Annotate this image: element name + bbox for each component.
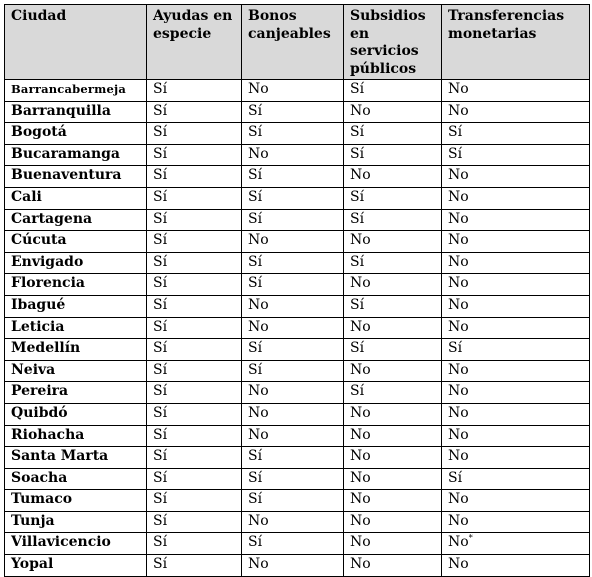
value-cell xyxy=(242,382,344,404)
value-cell xyxy=(344,231,442,253)
value-text: No xyxy=(448,81,469,97)
value-text: Sí xyxy=(153,188,168,205)
table-row xyxy=(5,274,590,296)
value-text: No xyxy=(448,556,469,573)
value-text: No xyxy=(350,361,371,378)
table-row xyxy=(5,80,590,102)
value-text: No xyxy=(350,167,371,184)
table-row xyxy=(5,511,590,533)
value-cell xyxy=(344,447,442,469)
header-row xyxy=(5,5,590,80)
value-text: No xyxy=(448,275,469,292)
value-text: No xyxy=(350,448,371,465)
value-cell xyxy=(442,187,590,209)
value-text: No xyxy=(350,318,371,335)
value-text: Sí xyxy=(350,340,365,357)
value-text: Sí xyxy=(350,188,365,205)
city-name-cell: Yopal xyxy=(5,555,147,577)
city-name-cell: Bucaramanga xyxy=(5,144,147,166)
value-cell xyxy=(344,295,442,317)
value-text: Sí xyxy=(248,448,263,465)
value-text: Sí xyxy=(248,534,263,551)
value-text: No xyxy=(248,404,269,421)
value-cell xyxy=(147,382,242,404)
value-cell xyxy=(147,252,242,274)
value-cell xyxy=(147,166,242,188)
value-text: Sí xyxy=(350,145,365,162)
value-text: Sí xyxy=(448,145,463,162)
value-text: Sí xyxy=(153,275,168,292)
value-text: No xyxy=(350,556,371,573)
value-cell xyxy=(242,317,344,339)
value-cell xyxy=(242,252,344,274)
value-cell xyxy=(147,295,242,317)
value-cell xyxy=(147,360,242,382)
value-cell xyxy=(442,144,590,166)
value-text: Sí xyxy=(350,210,365,227)
value-text: No xyxy=(448,232,469,249)
value-cell xyxy=(442,209,590,231)
city-name-cell: Barranquilla xyxy=(5,101,147,123)
value-cell xyxy=(242,490,344,512)
city-name-cell: Quibdó xyxy=(5,403,147,425)
value-text: No xyxy=(350,102,371,119)
value-cell xyxy=(442,274,590,296)
value-text: Sí xyxy=(350,124,365,141)
table-row xyxy=(5,187,590,209)
table-row xyxy=(5,231,590,253)
value-text: Sí xyxy=(448,340,463,357)
city-name-cell: Soacha xyxy=(5,468,147,490)
city-name-cell: Buenaventura xyxy=(5,166,147,188)
column-header-in-kind-aid: Ayudas en especie xyxy=(147,5,242,80)
table-row xyxy=(5,490,590,512)
value-cell xyxy=(442,511,590,533)
value-text: Sí xyxy=(153,145,168,162)
value-text: No xyxy=(248,81,269,97)
value-cell xyxy=(442,403,590,425)
value-cell xyxy=(442,425,590,447)
value-cell xyxy=(242,339,344,361)
city-name-cell: Pereira xyxy=(5,382,147,404)
value-cell xyxy=(147,144,242,166)
value-cell xyxy=(344,166,442,188)
column-header-utility-subsidies: Subsidios en servicios públicos xyxy=(344,5,442,80)
value-text: No xyxy=(448,210,469,227)
table-row xyxy=(5,403,590,425)
value-cell xyxy=(147,80,242,102)
value-text: No xyxy=(448,188,469,205)
value-cell xyxy=(242,101,344,123)
value-text: No xyxy=(448,296,469,313)
value-cell xyxy=(442,101,590,123)
value-text: No xyxy=(448,102,469,119)
value-text: No xyxy=(248,556,269,573)
table-row xyxy=(5,360,590,382)
table-row xyxy=(5,101,590,123)
value-text: Sí xyxy=(153,361,168,378)
value-text: No xyxy=(350,534,371,551)
value-cell xyxy=(242,274,344,296)
value-text: No xyxy=(350,404,371,421)
value-cell xyxy=(242,166,344,188)
table-row xyxy=(5,209,590,231)
value-cell xyxy=(242,447,344,469)
value-cell xyxy=(147,209,242,231)
value-cell xyxy=(344,123,442,145)
value-text: No xyxy=(448,448,469,465)
table-row xyxy=(5,468,590,490)
table-row xyxy=(5,339,590,361)
value-text: No xyxy=(448,318,469,335)
column-header-vouchers: Bonos canjeables xyxy=(242,5,344,80)
value-text: No xyxy=(448,534,469,551)
value-cell xyxy=(442,339,590,361)
table-body xyxy=(5,80,590,577)
value-cell xyxy=(344,80,442,102)
value-text: Sí xyxy=(153,383,168,400)
value-cell xyxy=(147,425,242,447)
value-cell xyxy=(147,490,242,512)
table-row xyxy=(5,252,590,274)
value-cell xyxy=(442,317,590,339)
value-text: Sí xyxy=(153,512,168,529)
table-row xyxy=(5,447,590,469)
value-text: Sí xyxy=(153,167,168,184)
value-text: No xyxy=(448,383,469,400)
city-name-cell: Santa Marta xyxy=(5,447,147,469)
value-cell xyxy=(344,382,442,404)
value-cell xyxy=(344,317,442,339)
value-text: No xyxy=(248,512,269,529)
value-text: No xyxy=(350,512,371,529)
city-name-cell: Cúcuta xyxy=(5,231,147,253)
value-text: Sí xyxy=(153,491,168,508)
value-cell xyxy=(242,80,344,102)
value-cell xyxy=(242,468,344,490)
value-cell xyxy=(147,403,242,425)
value-text: No xyxy=(448,426,469,443)
city-name-cell: Ibagué xyxy=(5,295,147,317)
column-header-cash-transfers: Transferencias monetarias xyxy=(442,5,590,80)
table-row xyxy=(5,166,590,188)
value-text: Sí xyxy=(153,318,168,335)
value-cell xyxy=(147,187,242,209)
value-text: Sí xyxy=(153,448,168,465)
value-text: No xyxy=(350,469,371,486)
value-cell xyxy=(147,101,242,123)
value-text: Sí xyxy=(153,534,168,551)
value-text: Sí xyxy=(350,296,365,313)
value-text: No xyxy=(448,512,469,529)
value-cell xyxy=(147,339,242,361)
table-row xyxy=(5,382,590,404)
value-text: Sí xyxy=(248,167,263,184)
value-text: Sí xyxy=(248,188,263,205)
table-row xyxy=(5,317,590,339)
city-name-cell: Neiva xyxy=(5,360,147,382)
city-name-cell: Bogotá xyxy=(5,123,147,145)
value-text: Sí xyxy=(153,232,168,249)
value-text: No xyxy=(248,318,269,335)
value-cell xyxy=(344,187,442,209)
value-cell xyxy=(344,490,442,512)
city-name-cell: Envigado xyxy=(5,252,147,274)
value-text: No xyxy=(350,275,371,292)
value-text: Sí xyxy=(248,491,263,508)
value-text: Sí xyxy=(153,426,168,443)
city-name-cell: Barrancabermeja xyxy=(5,80,147,102)
value-cell xyxy=(344,533,442,555)
value-text: Sí xyxy=(153,124,168,141)
value-cell xyxy=(242,144,344,166)
value-cell xyxy=(344,252,442,274)
value-text: Sí xyxy=(448,124,463,141)
value-text: Sí xyxy=(248,361,263,378)
value-cell xyxy=(442,80,590,102)
value-text: No xyxy=(350,491,371,508)
value-text: No xyxy=(350,232,371,249)
value-cell xyxy=(147,468,242,490)
value-text: No xyxy=(248,145,269,162)
value-text: Sí xyxy=(350,253,365,270)
value-cell xyxy=(344,468,442,490)
city-name-cell: Cali xyxy=(5,187,147,209)
value-cell xyxy=(147,123,242,145)
value-cell xyxy=(147,231,242,253)
value-text: Sí xyxy=(153,469,168,486)
value-text: Sí xyxy=(153,404,168,421)
value-cell xyxy=(442,166,590,188)
value-cell xyxy=(442,360,590,382)
value-cell xyxy=(242,231,344,253)
value-cell xyxy=(344,144,442,166)
value-text: Sí xyxy=(153,296,168,313)
column-header-city: Ciudad xyxy=(5,5,147,80)
value-cell xyxy=(442,252,590,274)
value-cell xyxy=(442,447,590,469)
footnote-marker: * xyxy=(468,533,473,543)
value-cell xyxy=(442,295,590,317)
value-text: Sí xyxy=(448,469,463,486)
value-text: Sí xyxy=(248,102,263,119)
city-name-cell: Riohacha xyxy=(5,425,147,447)
value-cell xyxy=(442,382,590,404)
value-cell xyxy=(442,490,590,512)
value-cell xyxy=(442,123,590,145)
value-text: No xyxy=(448,167,469,184)
value-text: Sí xyxy=(248,253,263,270)
value-text: No xyxy=(248,232,269,249)
value-cell xyxy=(242,533,344,555)
value-cell xyxy=(242,425,344,447)
value-cell xyxy=(344,274,442,296)
value-cell xyxy=(147,447,242,469)
table-row xyxy=(5,533,590,555)
value-text: Sí xyxy=(153,340,168,357)
value-cell xyxy=(147,533,242,555)
table-row xyxy=(5,295,590,317)
table-row xyxy=(5,123,590,145)
city-name-cell: Villavicencio xyxy=(5,533,147,555)
value-cell xyxy=(344,425,442,447)
value-cell xyxy=(442,468,590,490)
value-cell xyxy=(344,209,442,231)
value-cell xyxy=(242,187,344,209)
value-text: No xyxy=(248,426,269,443)
city-name-cell: Leticia xyxy=(5,317,147,339)
value-text: Sí xyxy=(153,102,168,119)
value-text: Sí xyxy=(153,81,168,97)
table-row xyxy=(5,144,590,166)
value-cell xyxy=(147,274,242,296)
value-cell xyxy=(242,295,344,317)
value-text: Sí xyxy=(248,469,263,486)
city-name-cell: Medellín xyxy=(5,339,147,361)
value-cell xyxy=(147,317,242,339)
footnote-text-cut-off xyxy=(4,571,589,575)
value-text: Sí xyxy=(153,253,168,270)
value-text: Sí xyxy=(248,124,263,141)
value-text: No xyxy=(350,426,371,443)
city-name-cell: Tumaco xyxy=(5,490,147,512)
value-cell xyxy=(242,511,344,533)
value-cell xyxy=(344,360,442,382)
value-cell xyxy=(242,403,344,425)
value-text: No xyxy=(448,491,469,508)
city-name-cell: Cartagena xyxy=(5,209,147,231)
value-text: Sí xyxy=(153,556,168,573)
value-text: Sí xyxy=(350,81,365,97)
value-cell xyxy=(344,511,442,533)
cities-aid-table xyxy=(4,4,590,577)
value-cell xyxy=(147,511,242,533)
city-name-cell: Tunja xyxy=(5,511,147,533)
value-text: Sí xyxy=(248,275,263,292)
value-text: Sí xyxy=(248,210,263,227)
value-text: Sí xyxy=(153,210,168,227)
value-text: Sí xyxy=(350,383,365,400)
city-name-cell: Florencia xyxy=(5,274,147,296)
value-text: No xyxy=(448,253,469,270)
value-cell xyxy=(344,403,442,425)
value-cell xyxy=(344,339,442,361)
value-text: Sí xyxy=(248,340,263,357)
value-cell xyxy=(242,360,344,382)
value-cell xyxy=(242,123,344,145)
value-cell xyxy=(442,231,590,253)
table-row xyxy=(5,425,590,447)
value-text: No xyxy=(248,296,269,313)
value-cell xyxy=(344,101,442,123)
value-cell xyxy=(442,533,590,555)
value-text: No xyxy=(448,361,469,378)
value-text: No xyxy=(248,383,269,400)
value-text: No xyxy=(448,404,469,421)
value-cell xyxy=(242,209,344,231)
